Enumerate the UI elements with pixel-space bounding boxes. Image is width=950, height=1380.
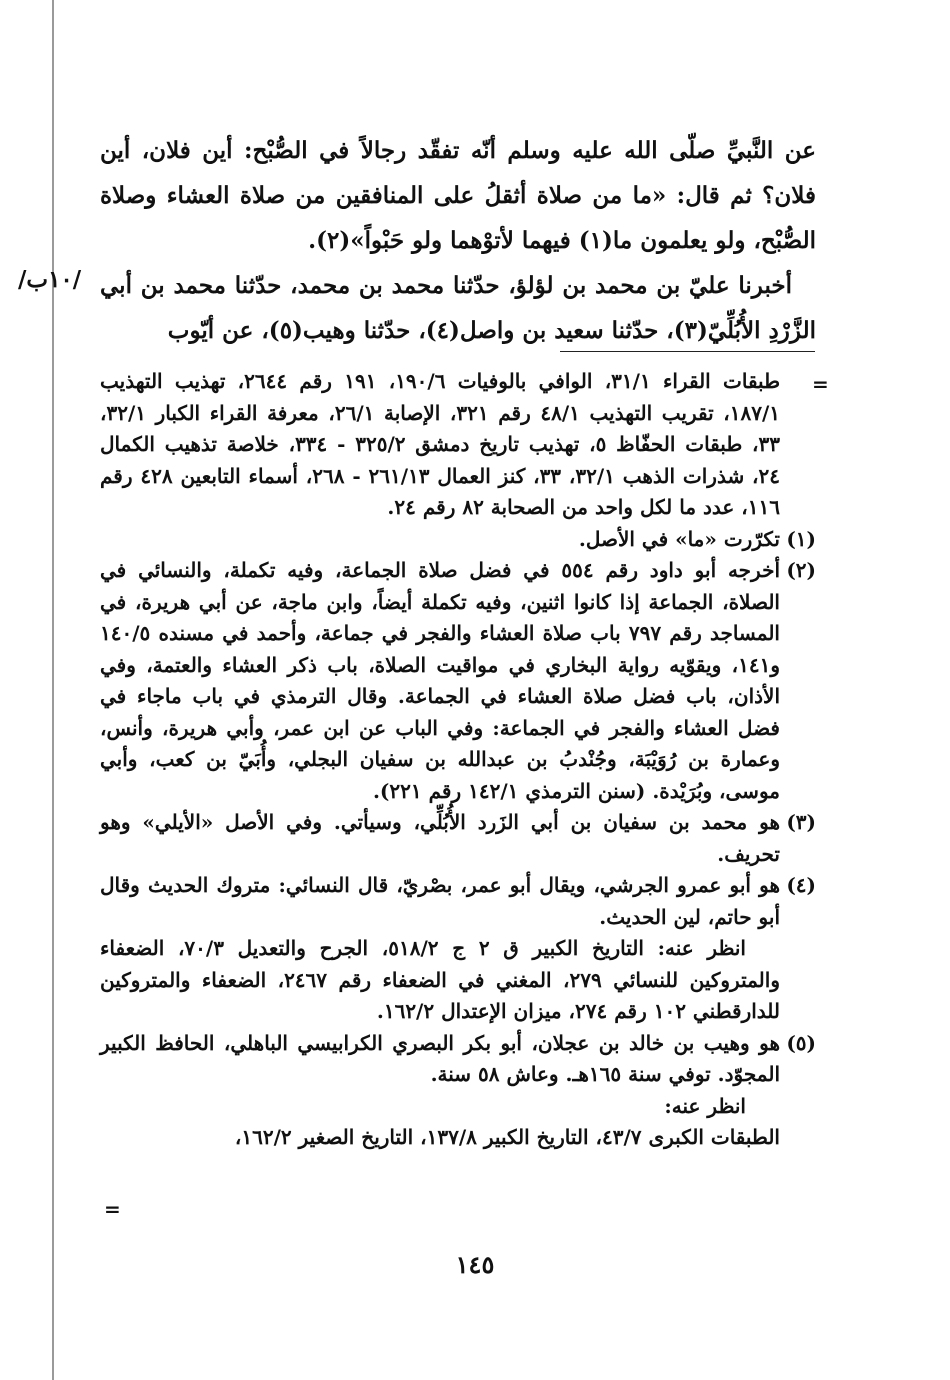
footnote-2-number: (٢): [786, 558, 816, 582]
footnote-5: [100, 1028, 816, 1091]
footnotes: [100, 366, 816, 1154]
footnote-2-text: أخرجه أبو داود رقم ٥٥٤ في فضل صلاة الجماعة، وفيه تكملة، والنسائي في الصلاة، الجماعة إذا كانوا اثنين، وفيه تكملة أيضاً، وابن ماجة، عن أبي هريرة، في المساجد رقم ٧٩٧ باب صلاة العشاء والفجر في جماعة، وأحمد في مسنده ١٤٠/٥ و١٤١، ويقوّيه رواية البخاري في مواقيت الصلاة، باب ذكر العشاء والعتمة، وفي الأذان، باب فضل صلاة العشاء في الجماعة. وقال الترمذي في باب ماجاء في فضل العشاء والفجر في الجماعة: وفي الباب عن ابن عمر، وأبي هريرة، وأنس، وعمارة بن رُوَيْبَة، وجُنْدبُ بن عبدالله بن سفيان البجلي، وأُبَيّ بن كعب، وأبي موسى، وبُرَيْدة. (سنن الترمذي ١٤٢/١ رقم ٢٢١).: [100, 558, 780, 803]
footnote-2: [100, 555, 816, 807]
footnote-1-number: (١): [786, 526, 816, 551]
footnote-5-text: هو وهيب بن خالد بن عجلان، أبو بكر البصري الكرابيسي الباهلي، الحافظ الكبير المجوّد. توفي سنة ١٦٥هـ. وعاش ٥٨ سنة.: [100, 1030, 780, 1086]
footnote-3-text: هو محمد بن سفيان بن أبي الزَرد الأُبُلِّي، وسيأتي. وفي الأصل «الأيلي» وهو تحريف.: [100, 810, 780, 866]
footnote-4-sources: انظر عنه: التاريخ الكبير ق ٢ ج ٥١٨/٢، الجرح والتعديل ٧٠/٣، الضعفاء والمتروكين للنسائي ٢٧٩، المغني في الضعفاء رقم ٢٤٦٧، الضعفاء والمتروكين للدارقطني ١٠٢ رقم ٢٧٤، ميزان الإعتدال ١٦٢/٢.: [100, 936, 780, 1023]
footnote-1: [100, 524, 816, 556]
footnote-4-number: (٤): [786, 873, 816, 897]
footnote-1-text: تكرّرت «ما» في الأصل.: [578, 526, 780, 551]
main-text: [100, 128, 816, 353]
footnote-separator: [560, 351, 815, 352]
footnote-5-number: (٥): [786, 1030, 816, 1055]
main-paragraph-2: أخبرنا عليّ بن محمد بن لؤلؤ، حدّثنا محمد بن محمد، حدّثنا محمد بن أبي الزَّرْدِ الأُبُلِّيّ(٣)، حدّثنا سعيد بن واصل(٤)، حدّثنا وهيب(٥)، عن أيّوب: [100, 272, 816, 344]
margin-note: /١٠ب/: [18, 266, 82, 293]
footnote-3-number: (٣): [786, 810, 816, 834]
footnote-4: [100, 870, 816, 933]
footnote-3: [100, 807, 816, 870]
continuation-mark-bottom: =: [104, 1197, 121, 1221]
footnote-5-sources: الطبقات الكبرى ٤٣/٧، التاريخ الكبير ١٣٧/٨، التاريخ الصغير ١٦٢/٢،: [234, 1125, 780, 1149]
footnote-5-sources-label: انظر عنه:: [664, 1093, 746, 1118]
footnote-4-text: هو أبو عمرو الجرشي، ويقال أبو عمر، بصْريّ، قال النسائي: متروك الحديث وقال أبو حاتم، لين الحديث.: [100, 873, 780, 929]
continuation-mark-top: =: [812, 372, 829, 396]
main-paragraph-1: عن النَّبيِّ صلّى الله عليه وسلم أنّه تفقّد رجالاً في الصُّبْح: أين فلان، أين فلان؟ ثم قال: «ما من صلاة أثقلُ على المنافقين من صلاة العشاء وصلاة الصُّبْح، ولو يعلمون ما(١) فيهما لأتوْهما ولو حَبْواً»(٢).: [100, 137, 816, 254]
footnote-carryover: طبقات القراء ٣١/١، الوافي بالوفيات ١٩٠/٦، ١٩١ رقم ٢٦٤٤، تهذيب التهذيب ١٨٧/١، تقريب التهذيب ٤٨/١ رقم ٣٢١، الإصابة ٢٦/١، معرفة القراء الكبار ٣٢/١، ٣٣، طبقات الحفّاظ ٥، تهذيب تاريخ دمشق ٣٢٥/٢ - ٣٣٤، خلاصة تذهيب الكمال ٢٤، شذرات الذهب ٣٢/١، ٣٣، كنز العمال ٢٦١/١٣ - ٢٦٨، أسماء التابعين ٤٢٨ رقم ١١٦، عدد ما لكل واحد من الصحابة ٨٢ رقم ٢٤.: [100, 369, 781, 519]
scan-edge-line: [52, 0, 54, 1380]
page-number: ١٤٥: [455, 1250, 495, 1279]
